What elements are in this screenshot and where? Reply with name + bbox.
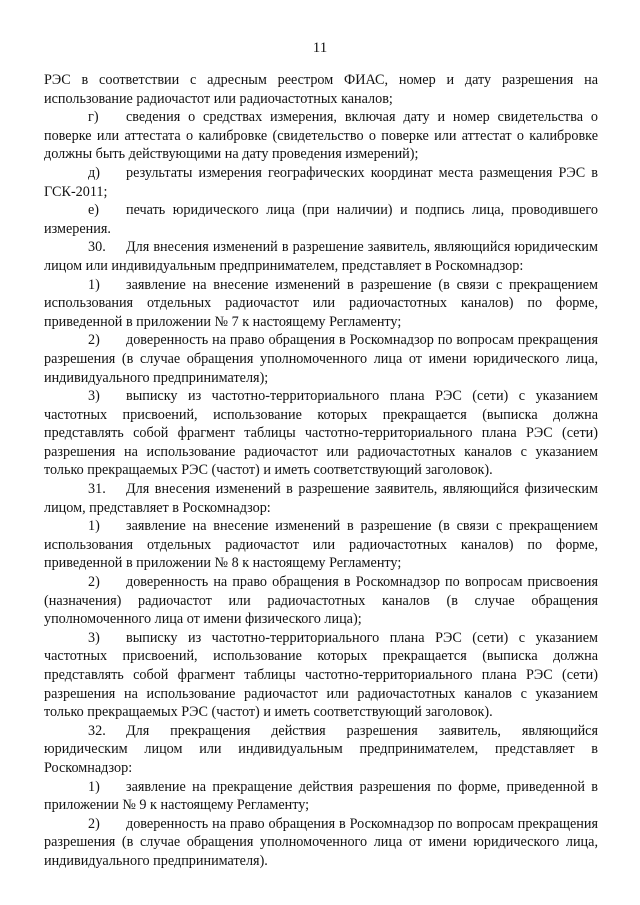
list-item-g: [44, 108, 598, 164]
list-marker: 2): [88, 332, 100, 349]
paragraph-text: доверенность на право обращения в Роскомнадзор по вопросам прекращения разрешения (в случае обращения уполномоченного лица от имени юридического лица, индивидуального предпринимателя).: [44, 815, 598, 869]
list-marker: 2): [88, 574, 100, 591]
paragraph-text: заявление на прекращение действия разрешения по форме, приведенной в приложении № 9 к настоящему Регламенту;: [44, 778, 598, 814]
clause-31-item-1: [44, 517, 598, 573]
paragraph-text: выписку из частотно-территориального плана РЭС (сети) с указанием частотных присвоений, использование которых прекращается (выписка должна представлять собой фрагмент таблицы частотно-территориального плана РЭС (сети) разрешения на использование радиочастот или радиочастотных каналов с указанием только прекращаемых РЭС (частот) и иметь соответствующий заголовок).: [44, 388, 598, 479]
paragraph-text: печать юридического лица (при наличии) и подпись лица, проводившего измерения.: [44, 202, 598, 237]
list-marker: 1): [88, 778, 100, 795]
clause-32: [44, 722, 598, 778]
clause-31: [44, 480, 598, 517]
list-marker: д): [88, 164, 100, 181]
list-marker: 1): [88, 518, 100, 535]
list-item-d: [44, 164, 598, 201]
paragraph-text: сведения о средствах измерения, включая дату и номер свидетельства о поверке или аттестата о калибровке (свидетельство о поверке или аттестат о калибровке должны быть действующими на дату проведения измерений);: [44, 109, 598, 163]
paragraph-text: Для прекращения действия разрешения заявитель, являющийся юридическим лицом или индивидуальным предпринимателем, представляет в Роскомнадзор:: [44, 722, 598, 776]
clause-number: 31.: [88, 481, 106, 498]
paragraph-text: Для внесения изменений в разрешение заявитель, являющийся юридическим лицом или индивидуальным предпринимателем, представляет в Роскомнадзор:: [44, 239, 598, 274]
document-body: [44, 71, 598, 871]
clause-32-item-2: [44, 815, 598, 871]
list-marker: 3): [88, 388, 100, 405]
list-marker: е): [88, 202, 100, 219]
clause-30: [44, 238, 598, 275]
clause-31-item-3: [44, 629, 598, 722]
list-marker: 1): [88, 276, 100, 293]
paragraph-text: результаты измерения географических координат места размещения РЭС в ГСК-2011;: [44, 164, 598, 200]
paragraph-text: Для внесения изменений в разрешение заявитель, являющийся физическим лицом, представляет в Роскомнадзор:: [44, 481, 598, 516]
clause-30-item-2: [44, 331, 598, 387]
list-marker: г): [88, 109, 99, 126]
paragraph-text: доверенность на право обращения в Роскомнадзор по вопросам присвоения (назначения) радиочастот или радиочастотных каналов (в случае обращения уполномоченного лица от имени физического лица);: [44, 574, 598, 628]
paragraph-text: заявление на внесение изменений в разрешение (в связи с прекращением использования отдельных радиочастот или радиочастотных каналов) по форме, приведенной в приложении № 7 к настоящему Регламенту;: [44, 276, 598, 330]
list-marker: 3): [88, 629, 100, 646]
paragraph-text: доверенность на право обращения в Роскомнадзор по вопросам прекращения разрешения (в случае обращения уполномоченного лица от имени юридического лица, индивидуального предпринимателя);: [44, 332, 598, 386]
clause-32-item-1: [44, 778, 598, 815]
clause-31-item-2: [44, 573, 598, 629]
paragraph-text: РЭС в соответствии с адресным реестром ФИАС, номер и дату разрешения на использование радиочастот или радиочастотных каналов;: [44, 72, 598, 107]
clause-number: 32.: [88, 722, 106, 739]
paragraph-continuation: [44, 71, 598, 108]
paragraph-text: выписку из частотно-территориального плана РЭС (сети) с указанием частотных присвоений, использование которых прекращается (выписка должна представлять собой фрагмент таблицы частотно-территориального плана РЭС (сети) разрешения на использование радиочастот или радиочастотных каналов с указанием только прекращаемых РЭС (частот) и иметь соответствующий заголовок).: [44, 629, 598, 721]
list-marker: 2): [88, 815, 100, 832]
paragraph-text: заявление на внесение изменений в разрешение (в связи с прекращением использования отдельных радиочастот или радиочастотных каналов) по форме, приведенной в приложении № 8 к настоящему Регламенту;: [44, 518, 598, 572]
page-number: 11: [312, 40, 328, 56]
clause-30-item-3: [44, 387, 598, 480]
clause-30-item-1: [44, 276, 598, 332]
list-item-e: [44, 201, 598, 238]
clause-number: 30.: [88, 239, 106, 256]
